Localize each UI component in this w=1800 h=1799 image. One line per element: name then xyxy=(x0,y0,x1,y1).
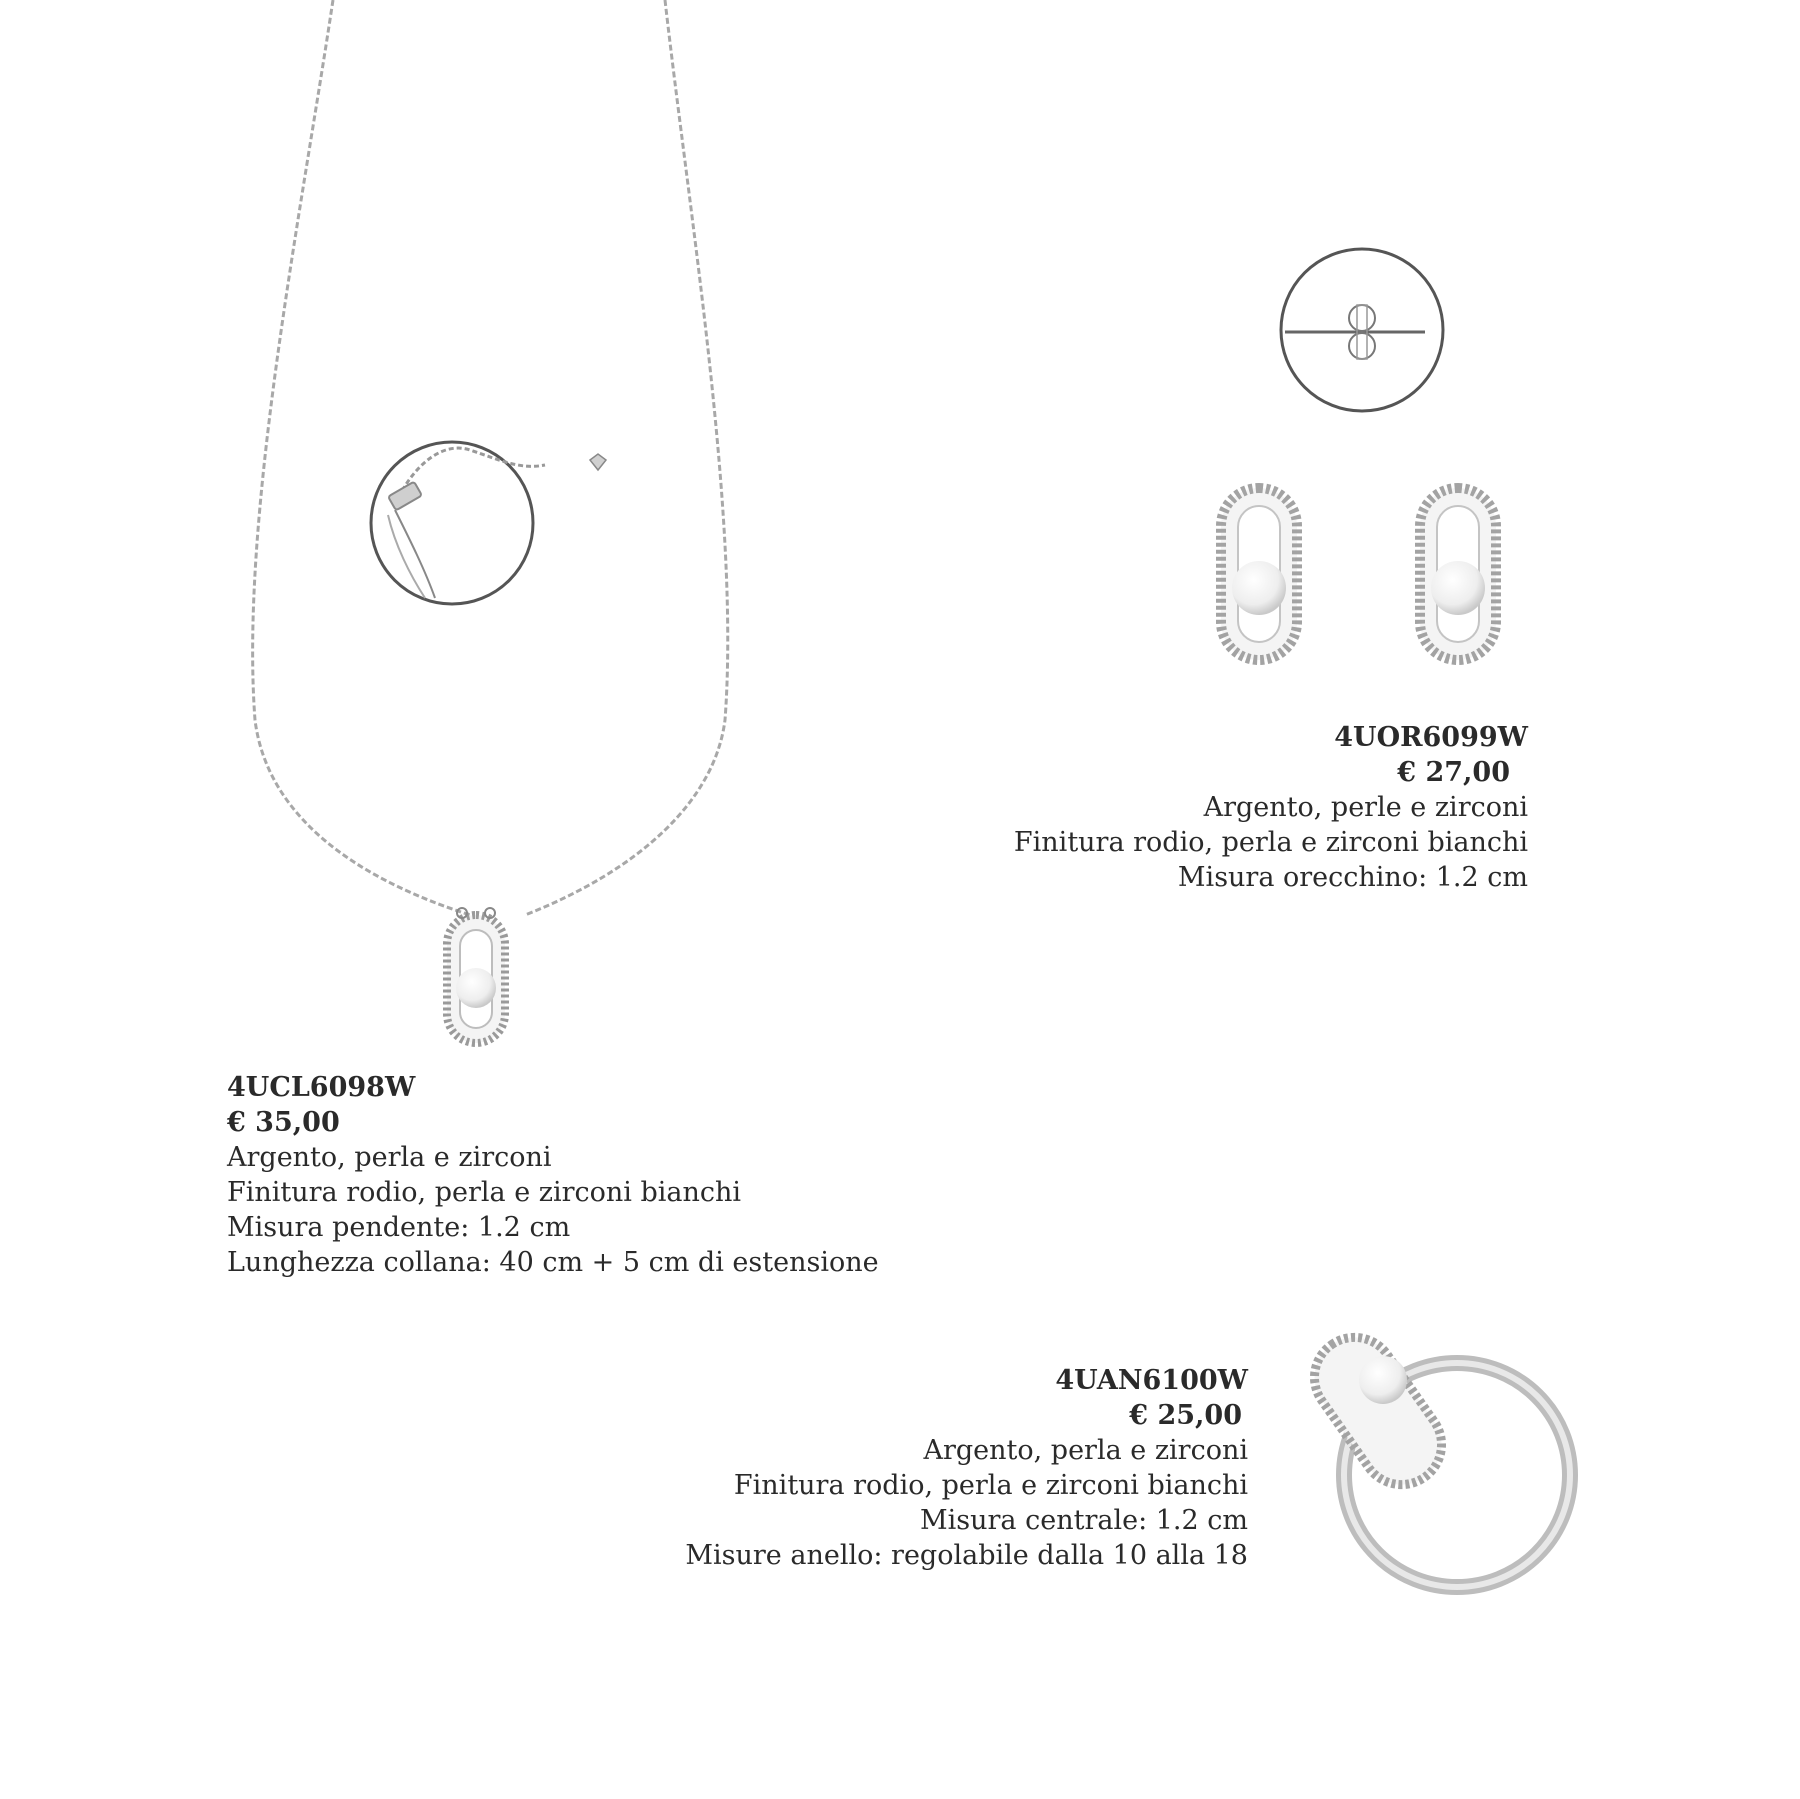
ring-product-info xyxy=(685,1363,1248,1573)
product-detail-line: Misura orecchino: 1.2 cm xyxy=(1177,862,1528,893)
earring-left xyxy=(1221,488,1297,660)
product-detail-line: Argento, perla e zirconi xyxy=(923,1435,1248,1466)
product-detail-line: Misura centrale: 1.2 cm xyxy=(920,1505,1248,1536)
product-detail-line: Lunghezza collana: 40 cm + 5 cm di estensione xyxy=(227,1247,879,1278)
product-detail-line: Finitura rodio, perla e zirconi bianchi xyxy=(227,1177,742,1208)
product-code: 4UAN6100W xyxy=(1055,1365,1248,1396)
product-price: € 35,00 xyxy=(227,1107,340,1138)
product-detail-line: Argento, perla e zirconi xyxy=(227,1142,552,1173)
product-detail-line: Argento, perle e zirconi xyxy=(1203,792,1528,823)
necklace-product-info xyxy=(227,1070,879,1280)
product-detail-line: Misure anello: regolabile dalla 10 alla 18 xyxy=(685,1540,1248,1571)
product-detail-line: Misura pendente: 1.2 cm xyxy=(227,1212,571,1243)
earrings-product-info xyxy=(1014,720,1528,895)
ring xyxy=(1299,1322,1570,1587)
necklace-clasp-detail-circle xyxy=(371,442,606,604)
necklace-pendant xyxy=(447,908,505,1043)
product-price: € 25,00 xyxy=(1129,1400,1242,1431)
product-detail-line: Finitura rodio, perla e zirconi bianchi xyxy=(733,1470,1248,1501)
necklace-chain xyxy=(525,0,728,915)
product-code: 4UOR6099W xyxy=(1334,722,1528,753)
product-price: € 27,00 xyxy=(1397,757,1510,788)
earring-back-detail-circle xyxy=(1281,249,1443,411)
product-detail-line: Finitura rodio, perla e zirconi bianchi xyxy=(1013,827,1528,858)
product-code: 4UCL6098W xyxy=(227,1072,416,1103)
earring-right xyxy=(1420,488,1496,660)
